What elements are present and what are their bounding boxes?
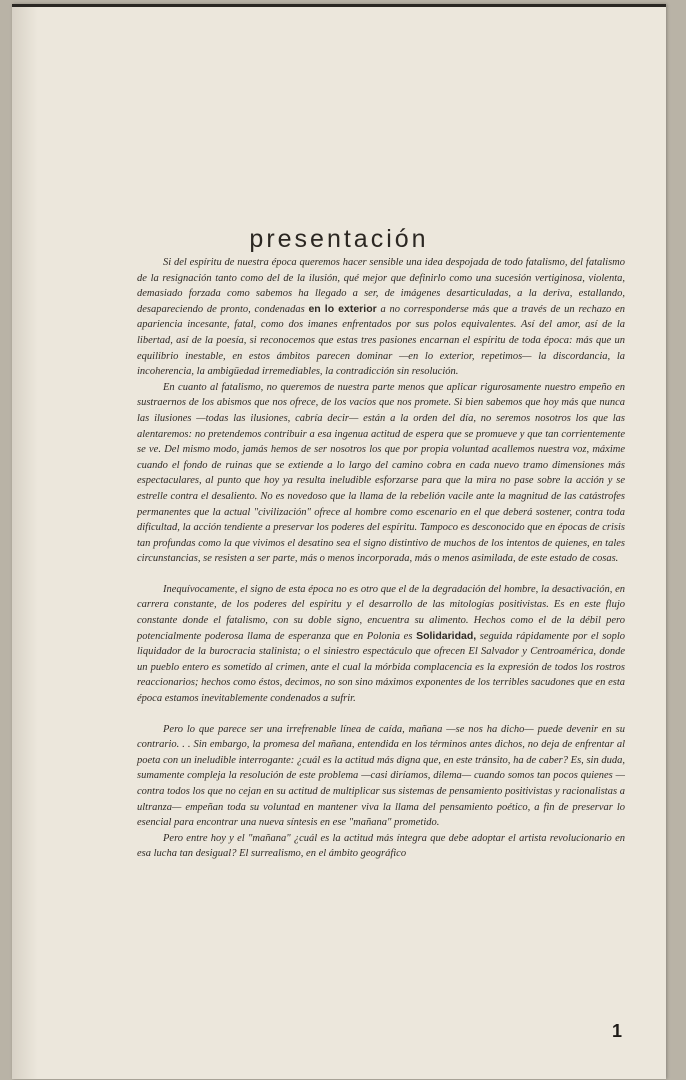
paragraph-5: Pero entre hoy y el "mañana" ¿cuál es la actitud más íntegra que debe adoptar el artista revolucionario en esa lucha tan desigual? El surrealismo, en el ámbito geográfico — [137, 832, 625, 860]
bold-phrase: en lo exterior — [308, 302, 377, 315]
paragraph-4: Pero lo que parece ser una irrefrenable línea de caída, mañana —se nos ha dicho— puede devenir en su contrario. . . Sin embargo, la promesa del mañana, entendida en los términos antes dichos, no deja de enfrentar al poeta con un ineludible interrogante: ¿cuál es la actitud más digna que, en este tránsito, ha de caber? Es, sin duda, sumamente compleja la resolución de este problema —casi diríamos, dilema— cuando somos tan pocos quienes —contra todos los que no cejan en su actitud de multiplicar sus sistemas de pensamiento positivistas y racionalistas a ultranza— empeñan toda su voluntad en mantener viva la llama del pensamiento poético, a fin de preservar lo esencial para encontrar una nueva síntesis en ese "mañana" prometido. — [137, 723, 625, 829]
paragraph-1-text-a: Si del espíritu de nuestra época queremos hacer sensible una idea despojada de todo fatalismo, del fatalismo de la resignación tanto como del de la ilusión, qué mejor que definirlo como una sucesión vertiginosa, violenta, demasiado forzada como sabemos ha llegado a ser, de imágenes desarticuladas, a la deriva, estallando, desapareciendo de pronto, condenadas — [137, 257, 625, 315]
bold-phrase: Solidaridad, — [416, 629, 477, 642]
document-page — [12, 4, 666, 1079]
page-title: presentación — [249, 225, 429, 253]
body-text — [137, 255, 625, 862]
paragraph-1 — [137, 255, 625, 380]
page-number: 1 — [611, 1021, 622, 1041]
page-shadow — [12, 7, 38, 1079]
paragraph-3 — [137, 582, 625, 707]
paragraph-3-text-b: seguida rápidamente por el soplo liquidador de la burocracia stalinista; o el siniestro espectáculo que ofrecen El Salvador y Centroamérica, donde un pueblo entero es sometido al crimen, ante el cual la mórbida complacencia es la expresión de todos los rostros reaccionarios; hechos como éstos, decimos, no son sino máximos exponentes de los terribles sacudones que en esta época estamos inevitablemente condenados a sufrir. — [137, 630, 626, 705]
paragraph-2: En cuanto al fatalismo, no queremos de nuestra parte menos que aplicar rigurosamente nuestro empeño en sustraernos de los abismos que nos ofrece, de los vacíos que nos promete. Si bien sabemos que hoy más que nunca las ilusiones —todas las ilusiones, cabría decir— están a la orden del día, no seremos nosotros los que las alentaremos: no pretendemos contribuir a esa ingenua actitud de espera que se promueve y que tan corrientemente se ve. Del mismo modo, jamás hemos de ser nosotros los que por propia voluntad acallemos nuestra voz, máxime cuando el fondo de ruinas que se extiende a lo largo del camino cobra en cada nuevo tramo dimensiones más espectaculares, al punto que hoy ya resulta ineludible esforzarse para que la mira no pase sobre la acción y se estrelle contra el desaliento. No es novedoso que la llama de la rebelión vacile ante la magnitud de las catástrofes permanentes que la actual "civilización" ofrece al hombre como escenario en el que deberá sostener, contra toda dificultad, la acción tendiente a preservar los poderes del espíritu. Tampoco es desconocido que en épocas de crisis tan profundas como la que vivimos el desatino sea el signo distintivo de muchos de los intentos de quienes, en tales circunstancias, se resisten a ser parte, más o menos incorporada, más o menos asimilada, de este estado de cosas. — [137, 381, 625, 565]
paragraph-1-text-b: a no corresponderse más que a través de un rechazo en apariencia incesante, fatal, como dos imanes enfrentados por sus polos equivalentes. Así del amor, así de la libertad, así de la poesía, si reconocemos que estas tres pasiones encarnan el espíritu de toda época: más que un equilibrio inestable, en estos ámbitos parecen dominar —en lo exterior, repetimos— la discordancia, la incoherencia, la ambigüedad irremediables, la contradicción sin resolución. — [137, 303, 625, 378]
paragraph-3-text-a: Inequívocamente, el signo de esta época no es otro que el de la degradación del hombre, la desactivación, en carrera constante, de los poderes del espíritu y el desarrollo de las mitologías positivistas. Es en este flujo constante donde el fatalismo, con su doble signo, encuentra su alimento. Hechos como el de la débil pero potencialmente poderosa llama de esperanza que en Polonia es — [137, 583, 625, 642]
